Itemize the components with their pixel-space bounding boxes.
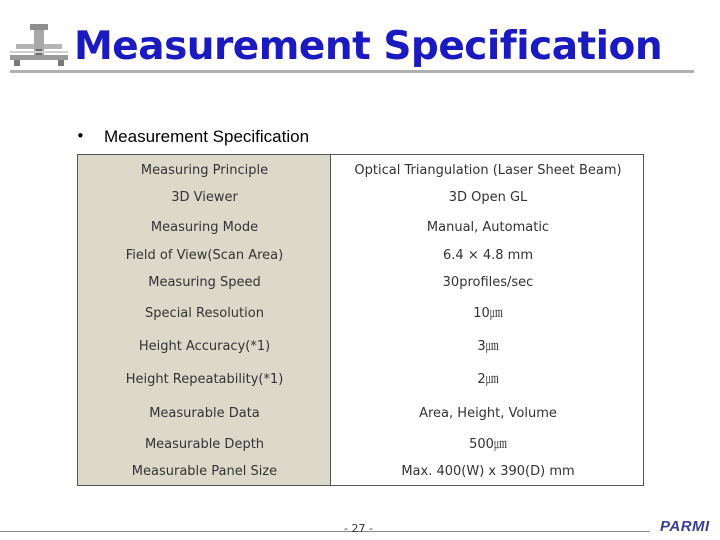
spec-value-measurable-panel-size: Max. 400(W) x 390(D) mm — [401, 464, 575, 479]
spec-label-measuring-speed: Measuring Speed — [148, 275, 261, 290]
spec-label-height-accuracy: Height Accuracy(*1) — [138, 339, 271, 354]
spec-value-measuring-mode: Manual, Automatic — [426, 220, 550, 235]
title-divider — [10, 70, 694, 73]
spec-value-measurable-data: Area, Height, Volume — [419, 406, 557, 421]
spec-label-3d-viewer: 3D Viewer — [171, 190, 238, 205]
spec-label-measurable-panel-size: Measurable Panel Size — [131, 464, 278, 479]
spec-value-field-of-view: 6.4 × 4.8 mm — [443, 248, 533, 263]
spec-value-measuring-principle: Optical Triangulation (Laser Sheet Beam) — [354, 163, 622, 178]
spec-value-special-resolution: 10㎛ — [473, 306, 503, 321]
section-heading: Measurement Specification — [104, 127, 310, 146]
spec-label-measuring-mode: Measuring Mode — [150, 220, 259, 235]
spec-label-special-resolution: Special Resolution — [145, 306, 264, 321]
spec-value-3d-viewer: 3D Open GL — [448, 190, 528, 205]
spec-label-measurable-depth: Measurable Depth — [144, 437, 265, 452]
page-title: Measurement Specification — [74, 24, 663, 69]
spec-label-measurable-data: Measurable Data — [149, 406, 260, 421]
measuring-instrument-icon — [8, 22, 70, 70]
bullet-marker: • — [76, 127, 85, 145]
page-number: - 27 - — [344, 522, 373, 535]
spec-label-measuring-principle: Measuring Principle — [140, 163, 269, 178]
spec-value-height-accuracy: 3㎛ — [477, 339, 499, 354]
footer-divider — [0, 531, 650, 532]
specification-table — [77, 154, 644, 486]
spec-label-field-of-view: Field of View(Scan Area) — [125, 248, 284, 263]
spec-label-height-repeatability: Height Repeatability(*1) — [125, 372, 284, 387]
spec-value-measurable-depth: 500㎛ — [469, 437, 507, 452]
spec-value-measuring-speed: 30profiles/sec — [442, 275, 534, 290]
spec-value-height-repeatability: 2㎛ — [477, 372, 499, 387]
brand-logo: PARMI — [660, 518, 710, 535]
